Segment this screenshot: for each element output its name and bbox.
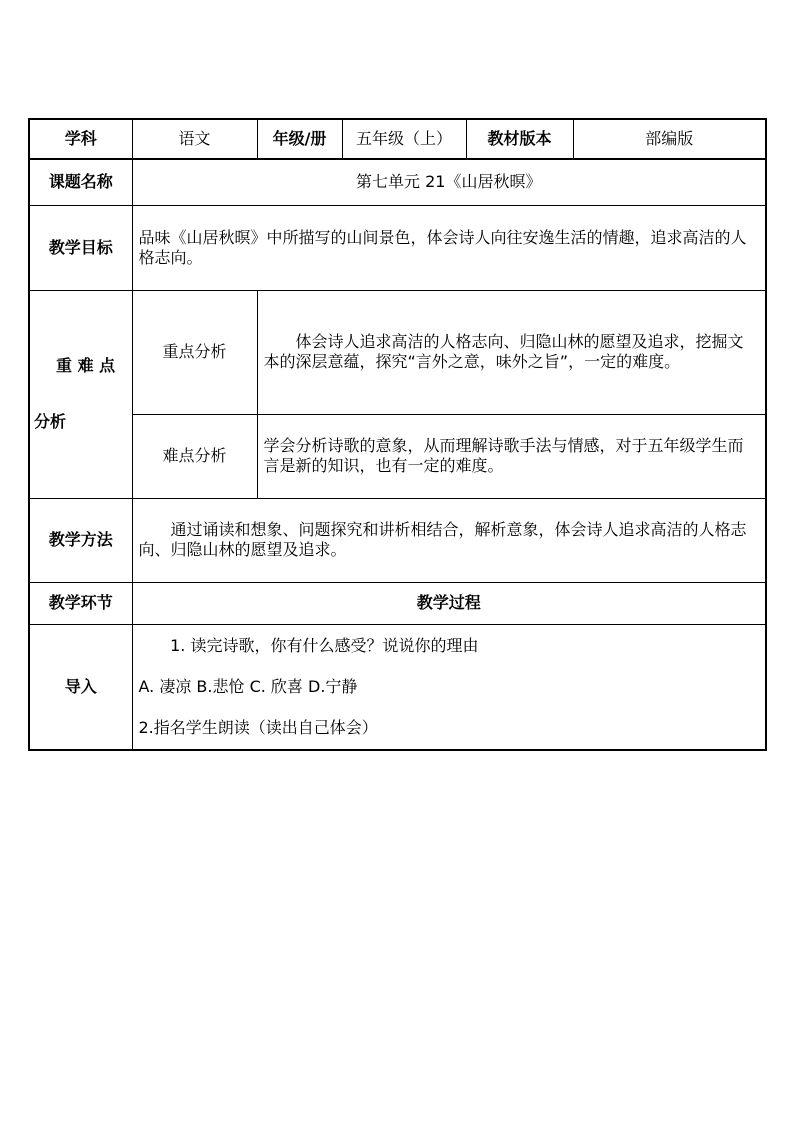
topic-row [29,159,766,205]
process-row [29,582,766,624]
difficulty-analysis-label: 难点分析 [132,414,257,498]
edition-label: 教材版本 [466,119,573,159]
method-text: 通过诵读和想象、问题探究和讲析相结合，解析意象，体会诗人追求高洁的人格志向、归隐山林的愿望及追求。 [132,498,766,582]
analysis-label-line2: 分析 [34,412,67,431]
intro-line-3: 2.指名学生朗读（读出自己体会） [138,718,378,738]
topic-value: 第七单元 21《山居秋暝》 [132,159,766,205]
goals-row [29,205,766,290]
topic-label: 课题名称 [29,159,132,205]
grade-label: 年级/册 [257,119,342,159]
intro-content [132,624,766,750]
edition-value: 部编版 [573,119,766,159]
subject-value: 语文 [132,119,257,159]
method-row [29,498,766,582]
goals-text: 品味《山居秋暝》中所描写的山间景色，体会诗人向往安逸生活的情趣，追求高洁的人格志向。 [132,205,766,290]
analysis-label [29,290,132,498]
key-analysis-text: 体会诗人追求高洁的人格志向、归隐山林的愿望及追求，挖掘文本的深层意蕴，探究“言外之意，味外之旨”，一定的难度。 [257,290,766,414]
intro-label: 导入 [29,624,132,750]
analysis-label-line1: 重 难 点 [56,356,116,375]
intro-line-1: 1. 读完诗歌，你有什么感受？说说你的理由 [170,636,479,656]
process-label: 教学环节 [29,582,132,624]
grade-value: 五年级（上） [342,119,466,159]
subject-label: 学科 [29,119,132,159]
process-title: 教学过程 [132,582,766,624]
key-analysis-row [29,290,766,414]
intro-row [29,624,766,750]
header-row [29,119,766,159]
difficulty-analysis-row [29,414,766,498]
difficulty-analysis-text: 学会分析诗歌的意象，从而理解诗歌手法与情感，对于五年级学生而言是新的知识，也有一定的难度。 [257,414,766,498]
intro-line-2: A. 凄凉 B.悲怆 C. 欣喜 D.宁静 [138,677,358,697]
key-analysis-label: 重点分析 [132,290,257,414]
goals-label: 教学目标 [29,205,132,290]
lesson-plan-table [28,118,767,751]
method-label: 教学方法 [29,498,132,582]
